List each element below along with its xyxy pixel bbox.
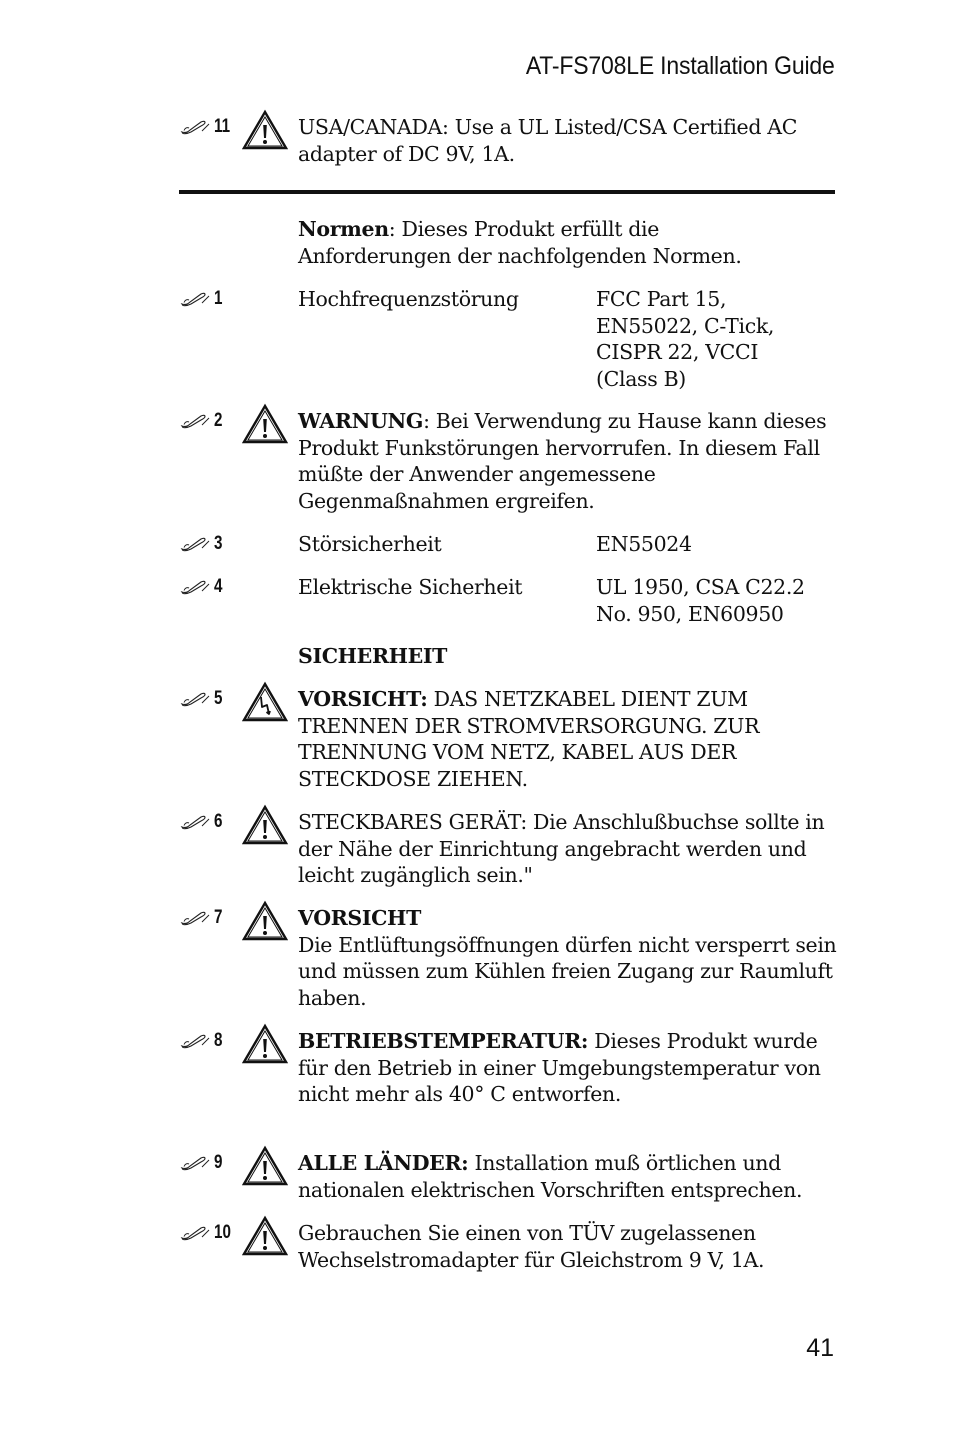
section-title: SICHERHEIT <box>298 644 448 668</box>
warning-icon <box>242 109 288 151</box>
standard-value: UL 1950, CSA C22.2 No. 950, EN60950 <box>596 575 805 626</box>
item-bold: WARNUNG <box>298 409 424 433</box>
pen-icon <box>180 1033 210 1049</box>
item-number: 7 <box>214 907 223 928</box>
page-number: 41 <box>806 1334 834 1362</box>
item-number: 3 <box>214 533 223 554</box>
item-text: DAS NETZKABEL DIENT ZUM TRENNEN DER STROMVERSORGUNG. ZUR TRENNUNG VOM NETZ, KABEL AUS DER STECKDOSE ZIEHEN. <box>298 687 760 791</box>
item-marker <box>180 115 234 139</box>
standard-label: Störsicherheit <box>298 532 442 556</box>
item-marker <box>180 1221 235 1245</box>
divider <box>179 190 835 194</box>
standard-value: EN55024 <box>596 532 692 556</box>
item-marker <box>180 1029 225 1053</box>
warning-icon <box>242 1023 288 1065</box>
item-marker <box>180 575 225 599</box>
item-text: : Bei Verwendung zu Hause kann dieses Produkt Funkstörungen hervorrufen. In diesem Fall müßte der Anwender angemessene Gegenmaßnahmen ergreifen. <box>298 409 827 513</box>
item-text: Dieses Produkt wurde für den Betrieb in einer Umgebungstemperatur von nicht mehr als 40° C entworfen. <box>298 1029 821 1106</box>
warning-icon <box>242 1215 288 1257</box>
pen-icon <box>180 814 210 830</box>
warning-icon <box>242 804 288 846</box>
header-title: AT-FS708LE Installation Guide <box>526 52 835 80</box>
intro-text: : Dieses Produkt erfüllt die Anforderungen der nachfolgenden Normen. <box>298 217 742 268</box>
warning-icon <box>242 900 288 942</box>
pen-icon <box>180 119 210 135</box>
item-text: Installation muß örtlichen und nationalen elektrischen Vorschriften entsprechen. <box>298 1151 803 1202</box>
intro-bold: Normen <box>298 217 389 241</box>
warning-icon <box>242 1145 288 1187</box>
item-bold: ALLE LÄNDER: <box>298 1151 469 1175</box>
pen-icon <box>180 1225 210 1241</box>
item-number: 2 <box>214 410 223 431</box>
warning-icon <box>242 403 288 445</box>
item-number: 8 <box>214 1030 223 1051</box>
item-number: 6 <box>214 811 223 832</box>
pen-icon <box>180 579 210 595</box>
item-number: 1 <box>214 288 223 309</box>
item-text: USA/CANADA: Use a UL Listed/CSA Certified AC adapter of DC 9V, 1A. <box>298 115 798 166</box>
pen-icon <box>180 691 210 707</box>
item-number: 10 <box>214 1222 231 1243</box>
item-bold: VORSICHT: <box>298 687 428 711</box>
item-marker <box>180 1151 225 1175</box>
pen-icon <box>180 536 210 552</box>
item-marker <box>180 810 225 834</box>
item-marker <box>180 687 225 711</box>
item-bold: BETRIEBSTEMPERATUR: <box>298 1029 589 1053</box>
standard-label: Elektrische Sicherheit <box>298 575 523 599</box>
standard-value: FCC Part 15, EN55022, C-Tick, CISPR 22, VCCI (Class B) <box>596 287 775 391</box>
item-number: 4 <box>214 576 223 597</box>
standard-label: Hochfrequenzstörung <box>298 287 519 311</box>
pen-icon <box>180 291 210 307</box>
item-number: 9 <box>214 1152 223 1173</box>
item-marker <box>180 287 225 311</box>
pen-icon <box>180 413 210 429</box>
item-text: Die Entlüftungsöffnungen dürfen nicht versperrt sein und müssen zum Kühlen freien Zugang zur Raumluft haben. <box>298 932 837 1010</box>
item-text: STECKBARES GERÄT: Die Anschlußbuchse sollte in der Nähe der Einrichtung angebracht werden und leicht zugänglich sein." <box>298 810 825 887</box>
item-number: 5 <box>214 688 223 709</box>
electric-hazard-icon <box>242 681 288 723</box>
item-marker <box>180 906 225 930</box>
item-marker <box>180 409 225 433</box>
pen-icon <box>180 1155 210 1171</box>
item-number: 11 <box>214 116 231 137</box>
item-text: Gebrauchen Sie einen von TÜV zugelassenen Wechselstromadapter für Gleichstrom 9 V, 1A. <box>298 1221 765 1272</box>
pen-icon <box>180 910 210 926</box>
item-marker <box>180 532 225 556</box>
item-bold: VORSICHT <box>298 906 421 930</box>
